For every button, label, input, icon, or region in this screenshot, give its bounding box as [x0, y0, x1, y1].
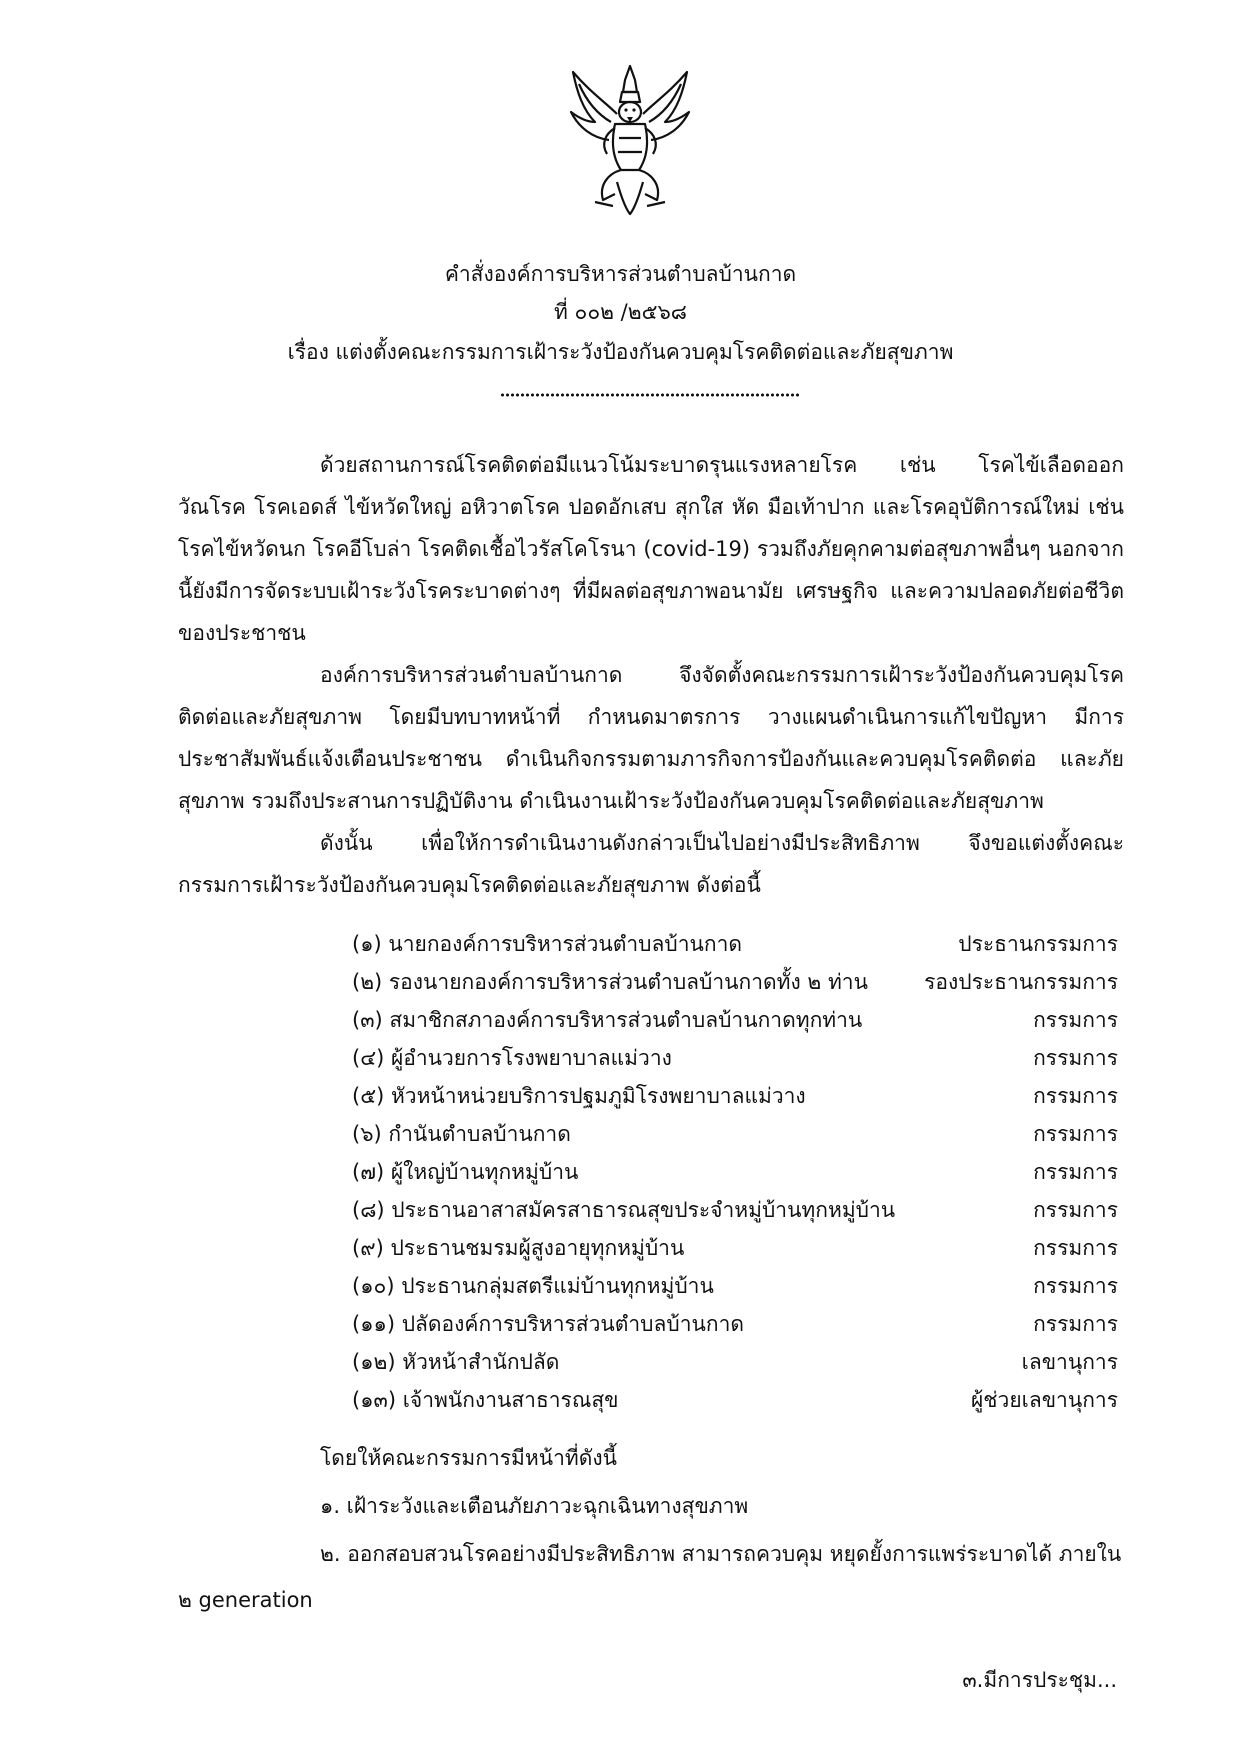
member-name: (๒) รองนายกองค์การบริหารส่วนตำบลบ้านกาดทั้ง ๒ ท่าน: [352, 970, 868, 994]
member-role: กรรมการ: [1033, 1198, 1118, 1222]
member-row: [352, 1080, 1118, 1114]
member-row: [352, 1042, 1118, 1076]
order-number: ที่ ๐๐๒ /๒๕๖๘: [553, 300, 687, 324]
member-role: กรรมการ: [1033, 1046, 1118, 1070]
member-name: (๖) กำนันตำบลบ้านกาด: [352, 1122, 571, 1146]
garuda-emblem-icon: [565, 62, 695, 218]
member-name: (๔) ผู้อำนวยการโรงพยาบาลแม่วาง: [352, 1046, 672, 1070]
dotted-divider: [500, 392, 800, 398]
paragraph-1-text: ด้วยสถานการณ์โรคติดต่อมีแนวโน้มระบาดรุนแรงหลายโรค เช่น โรคไข้เลือดออก วัณโรค โรคเอดส์ ไข้หวัดใหญ่ อหิวาตโรค ปอดอักเสบ สุกใส หัด มือเท้าปาก และโรคอุบัติการณ์ใหม่ เช่น โรคไข้หวัดนก โรคอีโบล่า โรคติดเชื้อไวรัสโคโรนา (covid-19) รวมถึงภัยคุกคามต่อสุขภาพอื่นๆ นอกจากนี้ยังมีการจัดระบบเฝ้าระวังโรคระบาดต่างๆ ที่มีผลต่อสุขภาพอนามัย เศรษฐกิจ และความปลอดภัยต่อชีวิตของประชาชน: [178, 453, 1124, 645]
order-title: คำสั่งองค์การบริหารส่วนตำบลบ้านกาด: [444, 262, 797, 286]
member-row: [352, 928, 1118, 962]
duty-item-1: ๑. เฝ้าระวังและเตือนภัยภาวะฉุกเฉินทางสุขภาพ: [320, 1494, 749, 1518]
member-role: ผู้ช่วยเลขานุการ: [971, 1388, 1118, 1412]
member-role: ประธานกรรมการ: [958, 932, 1118, 956]
paragraph-2-text: องค์การบริหารส่วนตำบลบ้านกาด จึงจัดตั้งคณะกรรมการเฝ้าระวังป้องกันควบคุมโรคติดต่อและภัยสุขภาพ โดยมีบทบาทหน้าที่ กำหนดมาตรการ วางแผนดำเนินการแก้ไขปัญหา มีการประชาสัมพันธ์แจ้งเตือนประชาชน ดำเนินกิจกรรมตามภารกิจการป้องกันและควบคุมโรคติดต่อ และภัยสุขภาพ รวมถึงประสานการปฏิบัติงาน ดำเนินงานเฝ้าระวังป้องกันควบคุมโรคติดต่อและภัยสุขภาพ: [178, 663, 1124, 813]
member-name: (๕) หัวหน้าหน่วยบริการปฐมภูมิโรงพยาบาลแม่วาง: [352, 1084, 806, 1108]
member-row: [352, 1384, 1118, 1418]
member-row: [352, 1346, 1118, 1380]
member-name: (๙) ประธานชมรมผู้สูงอายุทุกหมู่บ้าน: [352, 1236, 685, 1260]
member-row: [352, 1194, 1118, 1228]
member-name: (๗) ผู้ใหญ่บ้านทุกหมู่บ้าน: [352, 1160, 579, 1184]
member-role: กรรมการ: [1033, 1084, 1118, 1108]
member-row: [352, 1118, 1118, 1152]
member-name: (๑๒) หัวหน้าสำนักปลัด: [352, 1350, 560, 1374]
duties-intro: โดยให้คณะกรรมการมีหน้าที่ดังนี้: [320, 1446, 617, 1470]
member-name: (๓) สมาชิกสภาองค์การบริหารส่วนตำบลบ้านกาดทุกท่าน: [352, 1008, 863, 1032]
paragraph-2: [178, 654, 1124, 822]
paragraph-3: [178, 822, 1124, 906]
member-role: กรรมการ: [1033, 1122, 1118, 1146]
duty-item-2-continued: ๒ generation: [178, 1588, 313, 1612]
order-subject: เรื่อง แต่งตั้งคณะกรรมการเฝ้าระวังป้องกันควบคุมโรคติดต่อและภัยสุขภาพ: [287, 340, 954, 364]
paragraph-3-text: ดังนั้น เพื่อให้การดำเนินงานดังกล่าวเป็นไปอย่างมีประสิทธิภาพ จึงขอแต่งตั้งคณะกรรมการเฝ้าระวังป้องกันควบคุมโรคติดต่อและภัยสุขภาพ ดังต่อนี้: [178, 831, 1124, 897]
member-row: [352, 1308, 1118, 1342]
member-name: (๘) ประธานอาสาสมัครสาธารณสุขประจำหมู่บ้านทุกหมู่บ้าน: [352, 1198, 896, 1222]
member-role: กรรมการ: [1033, 1008, 1118, 1032]
member-row: [352, 966, 1118, 1000]
member-row: [352, 1232, 1118, 1266]
member-name: (๑๑) ปลัดองค์การบริหารส่วนตำบลบ้านกาด: [352, 1312, 744, 1336]
member-name: (๑) นายกองค์การบริหารส่วนตำบลบ้านกาด: [352, 932, 742, 956]
member-role: เลขานุการ: [1021, 1350, 1118, 1374]
member-role: กรรมการ: [1033, 1312, 1118, 1336]
duty-item-2: ๒. ออกสอบสวนโรคอย่างมีประสิทธิภาพ สามารถควบคุม หยุดยั้งการแพร่ระบาดได้ ภายใน: [320, 1542, 1122, 1566]
member-role: กรรมการ: [1033, 1160, 1118, 1184]
member-name: (๑๓) เจ้าพนักงานสาธารณสุข: [352, 1388, 619, 1412]
member-role: กรรมการ: [1033, 1274, 1118, 1298]
member-name: (๑๐) ประธานกลุ่มสตรีแม่บ้านทุกหมู่บ้าน: [352, 1274, 714, 1298]
member-row: [352, 1270, 1118, 1304]
paragraph-1: [178, 444, 1124, 654]
member-role: กรรมการ: [1033, 1236, 1118, 1260]
member-role: รองประธานกรรมการ: [924, 970, 1118, 994]
page-continuation-note: ๓.มีการประชุม...: [962, 1668, 1117, 1692]
member-row: [352, 1156, 1118, 1190]
member-row: [352, 1004, 1118, 1038]
